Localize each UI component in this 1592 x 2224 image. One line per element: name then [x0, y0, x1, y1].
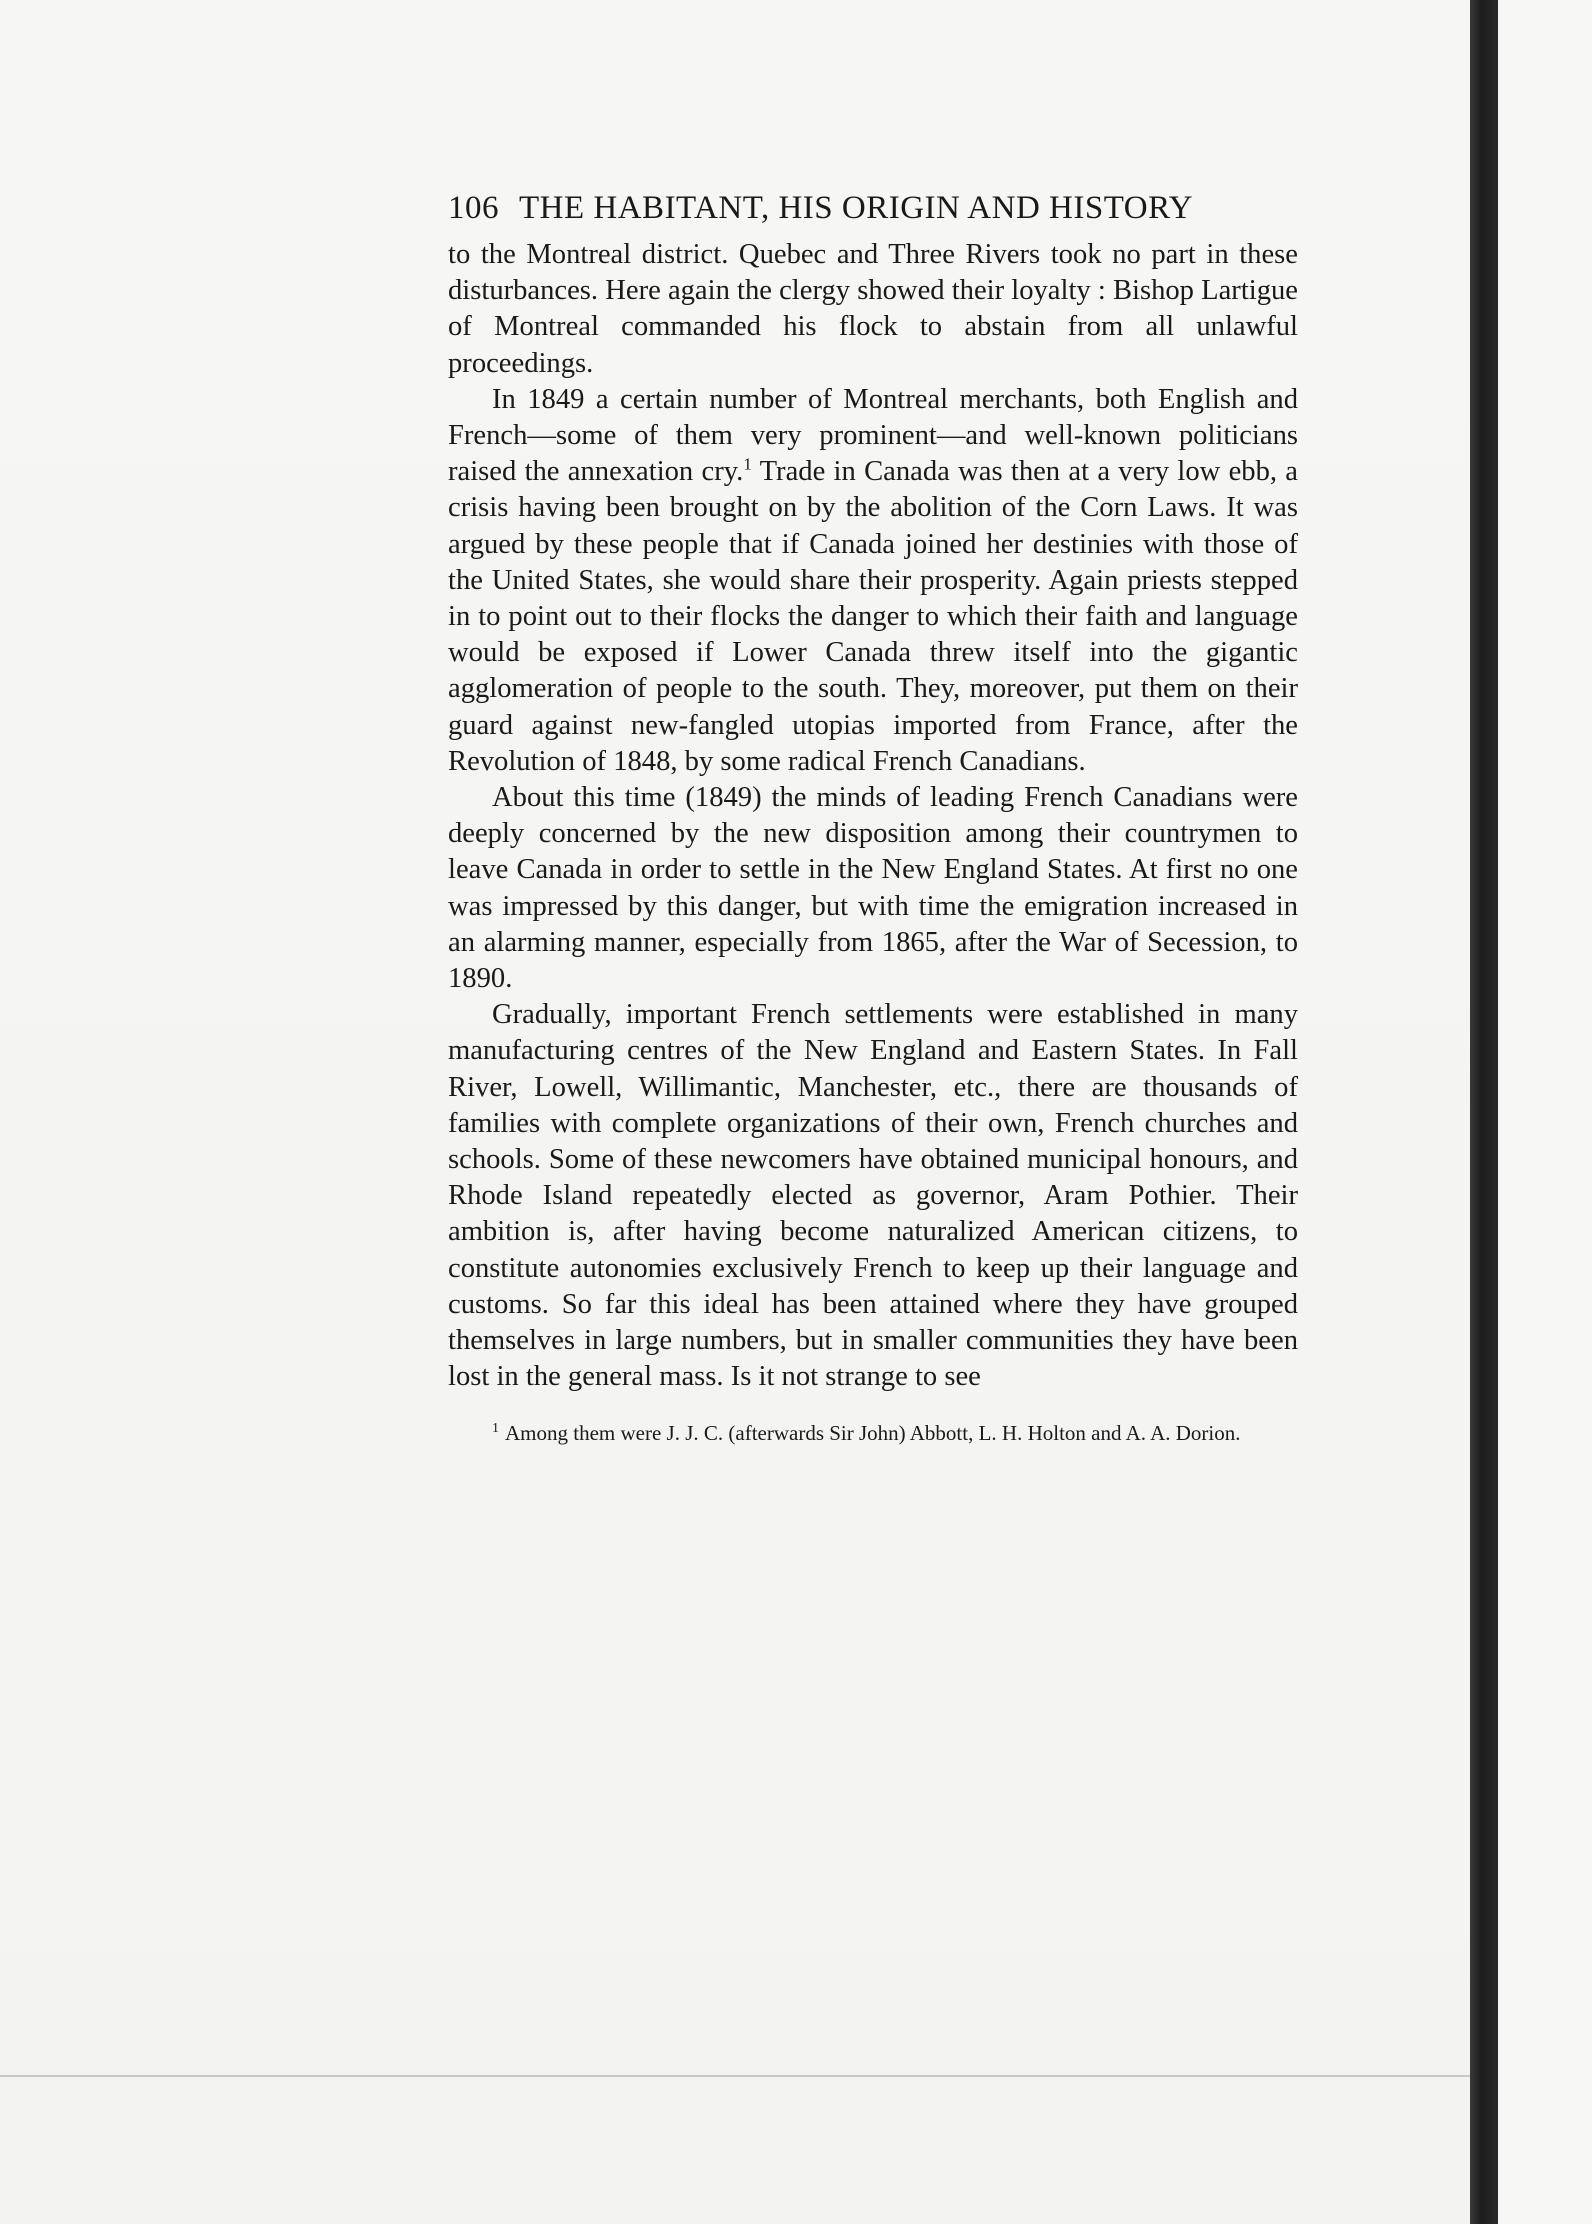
paragraph-4: Gradually, important French settlements were established in many manufacturing centres of the New England and Eastern States. In Fall River, Lowell, Willimantic, Manchester, etc., there are thousands of families with complete organizations of their own, French churches and schools. Some of these newcomers have obtained municipal honours, and Rhode Island repeatedly elected as governor, Aram Pothier. Their ambition is, after having become naturalized American citizens, to constitute autonomies exclusively French to keep up their language and customs. So far this ideal has been attained where they have grouped themselves in large numbers, but in smaller communities they have been lost in the general mass. Is it not strange to see	[448, 999, 1298, 1393]
facing-page-edge	[1498, 0, 1592, 2224]
footnote	[448, 1420, 1298, 1447]
page-bottom-edge	[0, 2075, 1470, 2077]
footnote-reference: 1	[743, 454, 752, 474]
body-text	[448, 237, 1298, 1396]
page-number: 106	[448, 190, 499, 226]
paragraph-1: to the Montreal district. Quebec and Three Rivers took no part in these disturbances. Here again the clergy showed their loyalty : Bishop Lartigue of Montreal commanded his flock to abstain from all unlawful proceedings.	[448, 239, 1298, 379]
page-text-block	[448, 190, 1298, 1447]
running-title: THE HABITANT, HIS ORIGIN AND HISTORY	[519, 190, 1194, 226]
footnote-text: Among them were J. J. C. (afterwards Sir John) Abbott, L. H. Holton and A. A. Dorion.	[505, 1420, 1241, 1445]
paragraph-2-part-2: Trade in Canada was then at a very low ebb, a crisis having been brought on by the abolition of the Corn Laws. It was argued by these people that if Canada joined her destinies with those of the United States, she would share their prosperity. Again priests stepped in to point out to their flocks the danger to which their faith and language would be exposed if Lower Canada threw itself into the gigantic agglomeration of people to the south. They, moreover, put them on their guard against new-fangled utopias imported from France, after the Revolution of 1848, by some radical French Canadians.	[448, 456, 1298, 777]
page-spine-shadow	[1470, 0, 1498, 2224]
paragraph-2-part-1: In 1849 a certain number of Montreal merchants, both English and French—some of them very prominent—and well-known politicians raised the annexation cry.	[448, 383, 1298, 488]
paragraph-2	[448, 382, 1298, 780]
paragraph-3: About this time (1849) the minds of leading French Canadians were deeply concerned by the new disposition among their countrymen to leave Canada in order to settle in the New England States. At first no one was impressed by this danger, but with time the emigration increased in an alarming manner, especially from 1865, after the War of Secession, to 1890.	[448, 782, 1298, 995]
running-header	[448, 190, 1298, 227]
footnote-mark: 1	[492, 1420, 499, 1436]
